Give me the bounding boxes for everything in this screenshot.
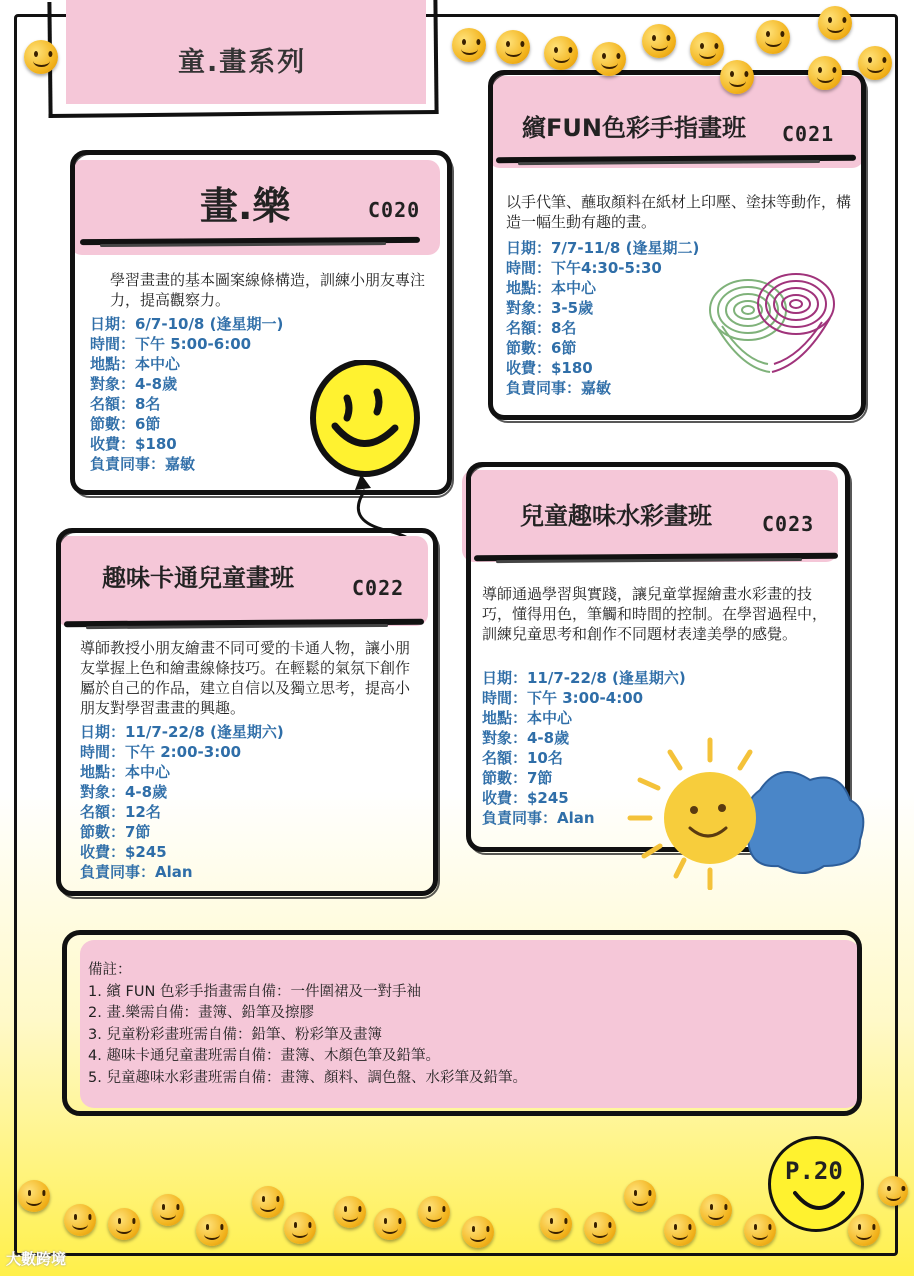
course-fee: 收費：$180 <box>506 359 593 377</box>
course-quota: 名額：8名 <box>90 395 161 413</box>
course-time: 時間：下午 5:00-6:00 <box>90 335 252 353</box>
course-description: 導師通過學習與實踐，讓兒童掌握繪畫水彩畫的技巧，懂得用色，筆觸和時間的控制。在學習過程中，訓練兒童思考和創作不同題材表達美學的感覺。 <box>482 585 828 643</box>
course-time: 時間：下午4:30-5:30 <box>506 259 662 277</box>
course-quota: 名額：10名 <box>482 749 563 767</box>
course-info <box>90 314 283 474</box>
series-title: 童.畫系列 <box>178 47 307 78</box>
course-title: 兒童趣味水彩畫班 <box>520 502 712 530</box>
smiley-icon <box>152 1194 184 1226</box>
smiley-icon <box>690 32 724 66</box>
course-title: 畫.樂 <box>200 184 291 228</box>
course-time: 時間：下午 3:00-4:00 <box>482 689 644 707</box>
notes-item: 4. 趣味卡通兒童畫班需自備：畫簿、木顏色筆及鉛筆。 <box>88 1048 440 1064</box>
notes-item: 3. 兒童粉彩畫班需自備：鉛筆、粉彩筆及畫簿 <box>88 1026 382 1043</box>
page-number: P.20 <box>785 1157 843 1185</box>
smiley-icon <box>848 1214 880 1246</box>
course-fee: 收費：$245 <box>482 789 569 807</box>
notes-item: 2. 畫.樂需自備：畫簿、鉛筆及擦膠 <box>88 1005 315 1021</box>
series-header <box>48 0 438 116</box>
course-lessons: 節數：6節 <box>90 415 161 433</box>
course-code: C022 <box>352 576 405 600</box>
notes-item: 1. 繽 FUN 色彩手指畫需自備：一件圍裙及一對手袖 <box>88 983 421 1000</box>
course-date: 日期：11/7-22/8 (逢星期六) <box>482 669 686 687</box>
notes-heading: 備註： <box>88 962 132 978</box>
course-description: 學習畫畫的基本圖案線條構造，訓練小朋友專注力，提高觀察力。 <box>110 271 426 309</box>
smiley-icon <box>808 56 842 90</box>
smiley-icon <box>284 1212 316 1244</box>
course-venue: 地點：本中心 <box>482 709 573 727</box>
course-title: 趣味卡通兒童畫班 <box>102 564 294 592</box>
course-staff: 負責同事：Alan <box>482 809 595 827</box>
course-description: 以手代筆、蘸取顏料在紙材上印壓、塗抹等動作，構造一幅生動有趣的畫。 <box>506 193 852 231</box>
course-staff: 負責同事：嘉敏 <box>506 379 612 397</box>
sun-cloud-illustration <box>610 730 870 890</box>
course-time: 時間：下午 2:00-3:00 <box>80 743 242 761</box>
course-info <box>80 722 284 882</box>
smiley-icon <box>544 36 578 70</box>
smiley-icon <box>252 1186 284 1218</box>
smiley-icon <box>720 60 754 94</box>
course-info <box>506 238 699 398</box>
course-date: 日期：7/7-11/8 (逢星期二) <box>506 239 700 257</box>
course-lessons: 節數：7節 <box>482 769 553 787</box>
course-code: C023 <box>762 512 815 536</box>
fingerprint-heart-illustration <box>700 268 842 378</box>
course-staff: 負責同事：嘉敏 <box>90 455 196 473</box>
smiley-icon <box>756 20 790 54</box>
smiley-icon <box>334 1196 366 1228</box>
smiley-icon <box>642 24 676 58</box>
smiley-icon <box>878 1176 908 1206</box>
course-lessons: 節數：6節 <box>506 339 577 357</box>
course-lessons: 節數：7節 <box>80 823 151 841</box>
smiley-icon <box>818 6 852 40</box>
watermark: 大數跨境 <box>6 1250 67 1268</box>
page-number-badge <box>768 1136 864 1232</box>
balloon-smiley-illustration <box>305 360 435 550</box>
smiley-icon <box>374 1208 406 1240</box>
smiley-icon <box>418 1196 450 1228</box>
course-date: 日期：11/7-22/8 (逢星期六) <box>80 723 284 741</box>
notes-text <box>88 960 527 1089</box>
smiley-icon <box>496 30 530 64</box>
smiley-icon <box>700 1194 732 1226</box>
course-target: 對象：4-8歲 <box>80 783 168 801</box>
course-code: C020 <box>368 198 421 222</box>
smiley-icon <box>18 1180 50 1212</box>
smiley-icon <box>858 46 892 80</box>
course-date: 日期：6/7-10/8 (逢星期一) <box>90 315 284 333</box>
smiley-icon <box>592 42 626 76</box>
course-title: 繽FUN色彩手指畫班 <box>522 114 746 142</box>
course-fee: 收費：$245 <box>80 843 167 861</box>
notes-item: 5. 兒童趣味水彩畫班需自備：畫簿、顏料、調色盤、水彩筆及鉛筆。 <box>88 1069 527 1086</box>
smiley-icon <box>462 1216 494 1248</box>
course-quota: 名額：8名 <box>506 319 577 337</box>
course-code: C021 <box>782 122 835 146</box>
smiley-icon <box>108 1208 140 1240</box>
smiley-icon <box>64 1204 96 1236</box>
course-venue: 地點：本中心 <box>90 355 181 373</box>
course-target: 對象：4-8歲 <box>482 729 570 747</box>
smiley-icon <box>744 1214 776 1246</box>
smiley-icon <box>584 1212 616 1244</box>
course-quota: 名額：12名 <box>80 803 161 821</box>
smiley-icon <box>624 1180 656 1212</box>
course-target: 對象：3-5歲 <box>506 299 594 317</box>
course-fee: 收費：$180 <box>90 435 177 453</box>
smiley-icon <box>452 28 486 62</box>
course-staff: 負責同事：Alan <box>80 863 193 881</box>
course-description: 導師教授小朋友繪畫不同可愛的卡通人物，讓小朋友掌握上色和繪畫線條技巧。在輕鬆的氣氛下創作屬於自己的作品，建立自信以及獨立思考，提高小朋友對學習畫畫的興趣。 <box>80 639 411 717</box>
smiley-icon <box>196 1214 228 1246</box>
smiley-icon <box>540 1208 572 1240</box>
course-target: 對象：4-8歲 <box>90 375 178 393</box>
course-venue: 地點：本中心 <box>506 279 597 297</box>
smiley-icon <box>24 40 58 74</box>
course-venue: 地點：本中心 <box>80 763 171 781</box>
smiley-icon <box>664 1214 696 1246</box>
